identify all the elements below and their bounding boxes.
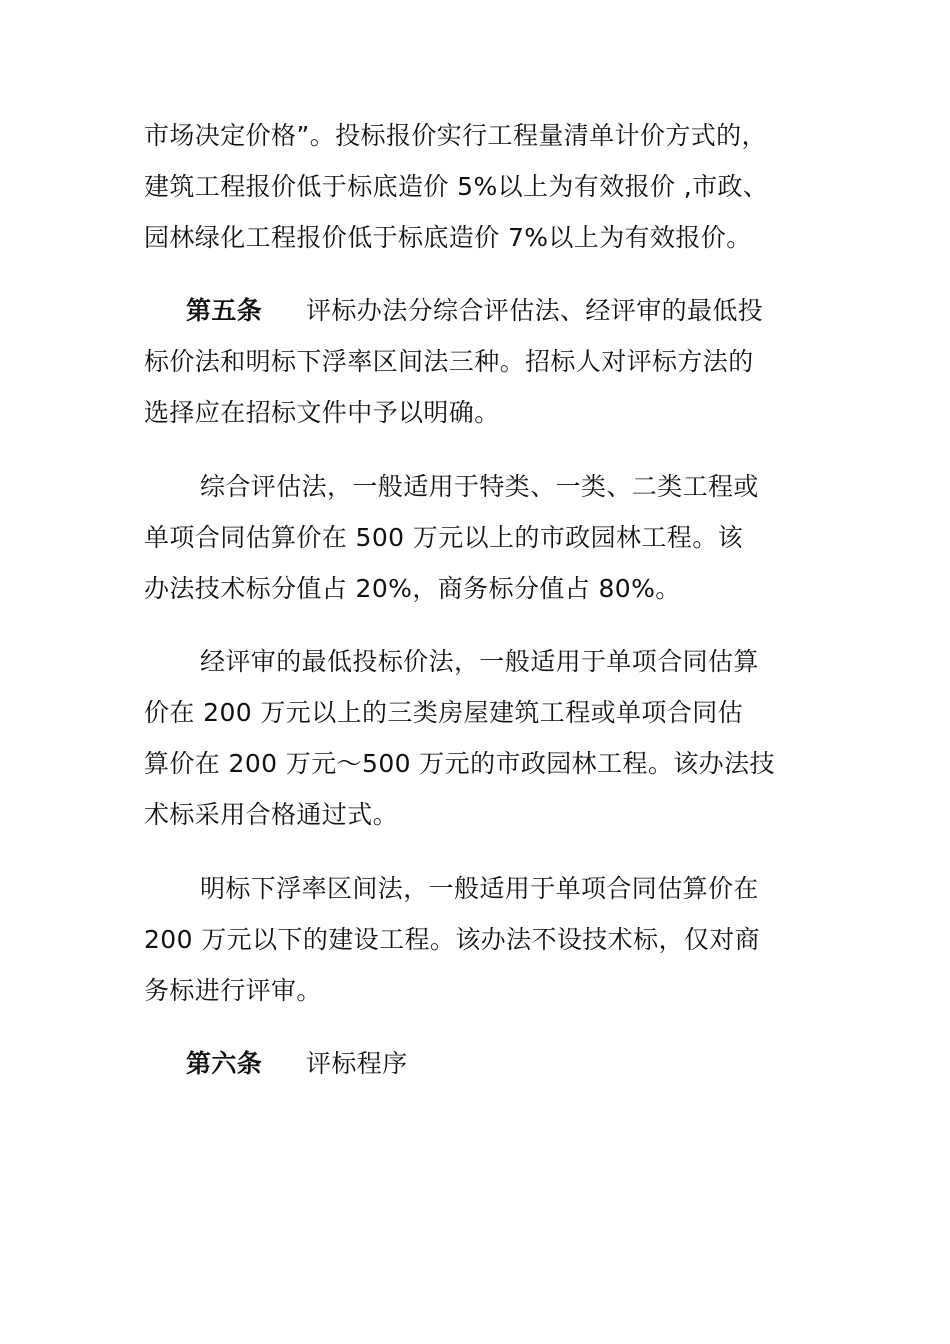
- paragraph-line: 市场决定价格”。投标报价实行工程量清单计价方式的，: [144, 121, 767, 150]
- paragraph-line: 标价法和明标下浮率区间法三种。招标人对评标方法的: [144, 347, 754, 376]
- paragraph-line: 价在 200 万元以上的三类房屋建筑工程或单项合同估: [144, 698, 744, 727]
- paragraph-line: 务标进行评审。: [144, 976, 322, 1005]
- paragraph-line: 园林绿化工程报价低于标底造价 7%以上为有效报价。: [144, 223, 752, 252]
- article-6-title: 评标程序: [306, 1049, 408, 1078]
- article-5-first-line: 评标办法分综合评估法、经评审的最低投: [306, 296, 764, 325]
- paragraph-line: 选择应在招标文件中予以明确。: [144, 398, 500, 427]
- article-6-label: 第六条: [186, 1049, 263, 1078]
- paragraph-line: 200 万元以下的建设工程。该办法不设技术标，仅对商: [144, 925, 761, 954]
- article-5-label: 第五条: [186, 296, 263, 325]
- paragraph-line: 单项合同估算价在 500 万元以上的市政园林工程。该: [144, 523, 744, 552]
- paragraph-line: 建筑工程报价低于标底造价 5%以上为有效报价 ,市政、: [144, 172, 769, 201]
- paragraph-line: 经评审的最低投标价法，一般适用于单项合同估算: [200, 647, 759, 676]
- paragraph-line: 明标下浮率区间法，一般适用于单项合同估算价在: [200, 874, 759, 903]
- paragraph-line: 办法技术标分值占 20%，商务标分值占 80%。: [144, 574, 681, 603]
- paragraph-line: 算价在 200 万元～500 万元的市政园林工程。该办法技: [144, 749, 775, 778]
- paragraph-line: 综合评估法，一般适用于特类、一类、二类工程或: [200, 472, 759, 501]
- paragraph-line: 术标采用合格通过式。: [144, 800, 399, 829]
